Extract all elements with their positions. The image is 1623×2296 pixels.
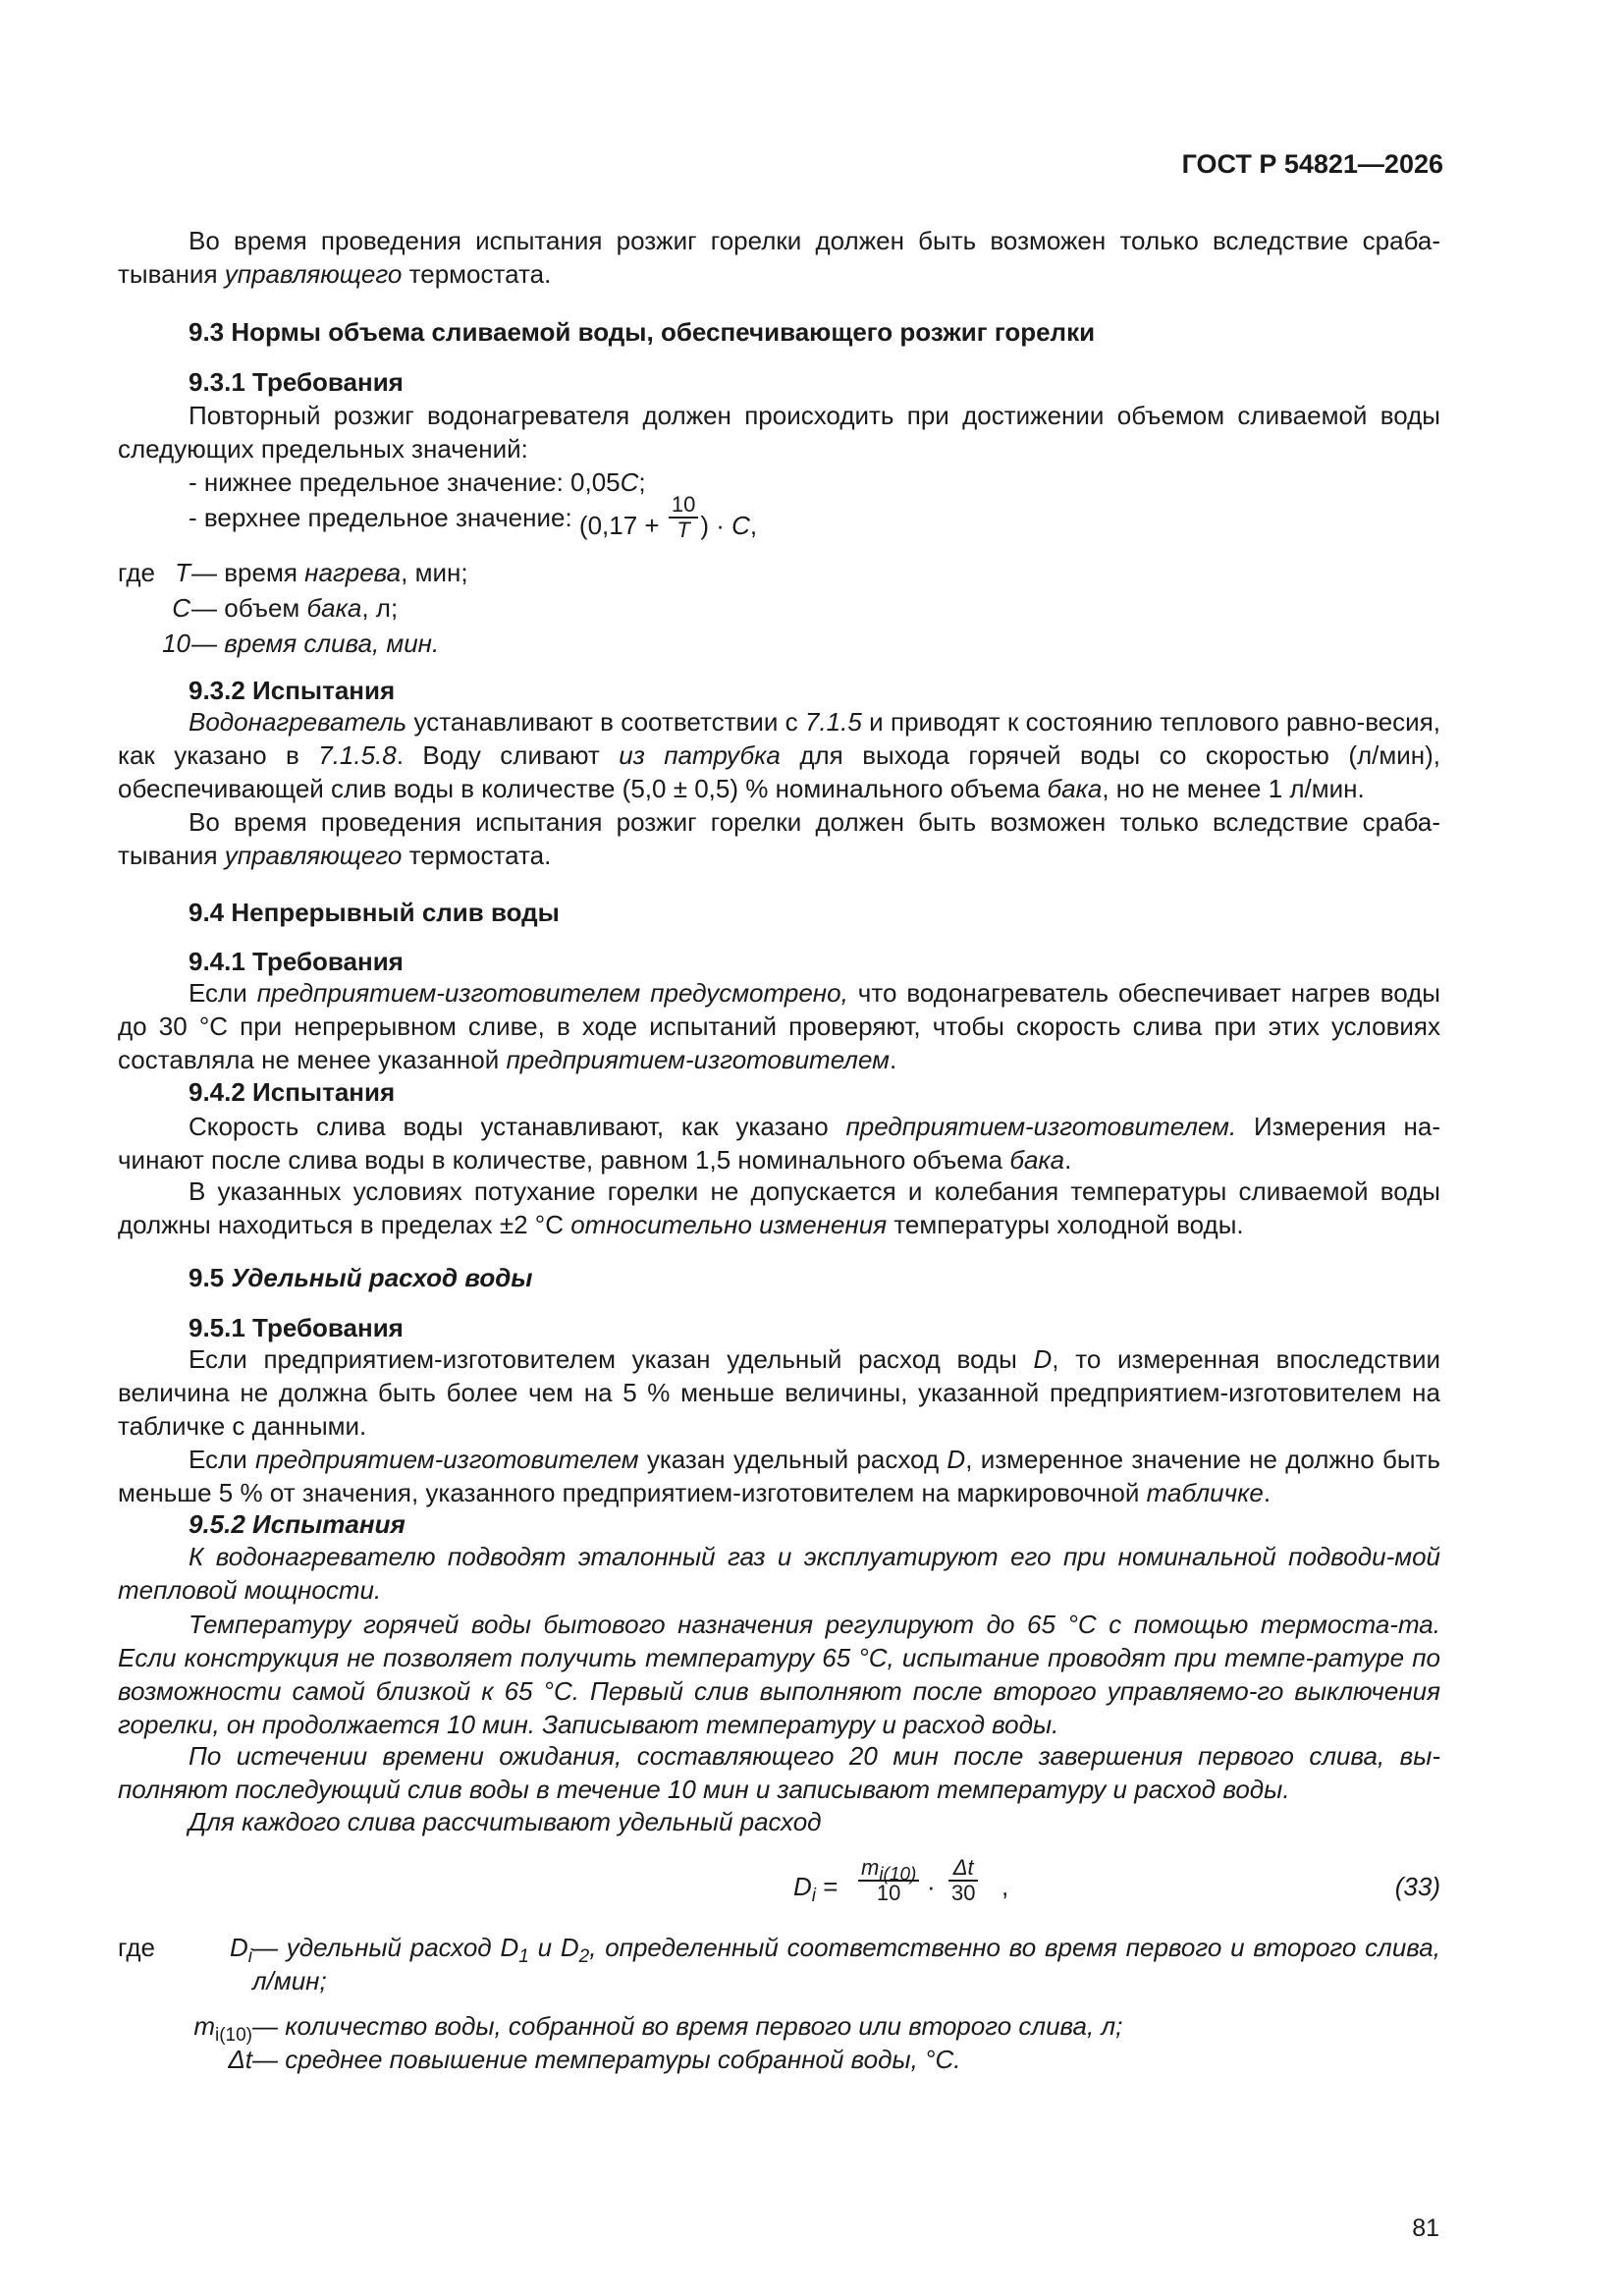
where-word: где: [118, 558, 155, 587]
symbol-T: T: [175, 558, 190, 587]
text-run: Скорость слива воды устанавливают, как указано: [189, 1112, 846, 1141]
text-run: .: [889, 1045, 897, 1074]
variable: D: [793, 1872, 812, 1901]
section-9-5-2-paragraph-2: Температуру горячей воды бытового назначения регулируют до 65 °С с помощью термоста-та. Если конструкция не позволяет получить температуру 65 °С, испытание проводят при темпе-ратуре по возможности самой близкой к 65 °С. Первый слив выполняют после второго управляемо-го выключения горелки, он продолжается 10 мин. Записывают температуру и расход воды.: [118, 1610, 1440, 1739]
text-run: ) ·: [700, 510, 732, 540]
italic-term: предприятием-изготовителем.: [845, 1112, 1237, 1141]
subscript: i(10): [879, 1864, 917, 1886]
text-run: указан удельный расход: [638, 1445, 947, 1474]
text-run: ,: [749, 510, 758, 540]
document-header-code: ГОСТ Р 54821—2026: [1181, 149, 1443, 179]
page-number: 81: [1412, 2214, 1439, 2242]
symbol-10-description: [191, 627, 439, 660]
dash: —: [191, 629, 225, 658]
text-run: Во время проведения испытания розжиг горелки должен быть возможен только вследствие сраба-тывания: [118, 226, 1440, 289]
variable: D: [500, 1933, 519, 1962]
italic-term: бака: [1009, 1145, 1065, 1175]
section-9-5-2-paragraph-1: К водонагревателю подводят эталонный газ и эксплуатируют его при номинальной подводи-мой тепловой мощности.: [118, 1542, 1440, 1605]
italic-term: табличке: [1146, 1478, 1264, 1507]
text-run: для выхода горячей воды со скоростью (л/мин), обеспечивающей слив воды в количестве (5,0 ± 0,5) % номинального объема: [118, 740, 1441, 803]
section-9-5-1-heading: 9.5.1 Требования: [189, 1313, 404, 1342]
formula-33: [118, 1856, 1440, 1915]
symbol-delta-t-description: [252, 2043, 960, 2076]
text-run: Во время проведения испытания розжиг горелки должен быть возможен только вследствие сраба-тывания: [118, 807, 1440, 870]
italic-term: из патрубка: [619, 740, 781, 770]
comma: ,: [1001, 1872, 1009, 1901]
fraction-numerator: Δt: [948, 1856, 978, 1882]
text-run: Если: [189, 1445, 256, 1474]
section-9-5-2-heading: 9.5.2 Испытания: [189, 1509, 406, 1539]
text-run: температуры холодной воды.: [887, 1210, 1244, 1239]
symbol-explanation-list: [118, 556, 1440, 664]
section-9-3-2-paragraph-2: [118, 805, 1440, 872]
subscript: 1: [518, 1946, 529, 1968]
symbol-C-description: [191, 591, 398, 625]
multiplication-dot: ·: [927, 1872, 936, 1901]
italic-term: Водонагреватель: [189, 707, 407, 737]
formula-number: (33): [1394, 1872, 1440, 1901]
fraction-m-over-10: [858, 1856, 919, 1905]
text-run: удельный расход: [286, 1933, 501, 1962]
text-run: , то измеренная впоследствии величина не должна быть более чем на 5 % меньше величины, указанной предприятием-изготовителем на табличке с данными.: [118, 1344, 1440, 1441]
variable: C: [731, 510, 750, 540]
section-9-3-2-heading: 9.3.2 Испытания: [189, 676, 396, 705]
limit-item-upper: [118, 492, 1511, 544]
text-run: , определенный соответственно во время первого и второго слива, л/мин;: [252, 1933, 1440, 1995]
section-9-4-2-heading: 9.4.2 Испытания: [189, 1077, 396, 1107]
where-word: где: [118, 1933, 155, 1962]
text-run: Если предприятием-изготовителем указан удельный расход воды: [189, 1344, 1034, 1374]
symbol-mi10-description: [252, 2009, 1122, 2043]
section-9-3-1-heading: 9.3.1 Требования: [189, 367, 404, 397]
formula-lhs: [793, 1870, 839, 1907]
text-run: , мин;: [401, 558, 468, 587]
text-run: термостата.: [402, 841, 552, 870]
italic-term: относительно изменения: [570, 1210, 888, 1239]
section-number: 9.5: [189, 1263, 232, 1292]
dash: —: [252, 2011, 286, 2041]
section-9-5-1-paragraph-2: [118, 1443, 1440, 1509]
clause-reference: 7.1.5.8: [318, 740, 397, 770]
dash: —: [191, 593, 225, 623]
text-run: .: [1263, 1478, 1271, 1507]
symbol-Di-description: [252, 1931, 1440, 1997]
section-9-5-2-paragraph-3: По истечении времени ожидания, составляющего 20 мин после завершения первого слива, вы-полняют последующий слив воды в течение 10 мин и записывают температуру и расход воды.: [118, 1741, 1440, 1804]
text-run: и приводят к состоянию теплового равно-весия, как указано в: [118, 707, 1441, 770]
variable: m: [861, 1855, 880, 1880]
text-run: что водонагреватель обеспечивает нагрев воды до 30 °С при непрерывном сливе, в ходе испытаний проверяют, чтобы скорость слива при этих условиях составляла не менее указанной: [118, 978, 1440, 1074]
fraction-denominator: T: [676, 518, 690, 542]
section-9-4-heading: 9.4 Непрерывный слив воды: [189, 898, 560, 927]
text-run: среднее повышение температуры собранной воды, °С.: [285, 2045, 961, 2074]
italic-term: бака: [1047, 774, 1103, 803]
section-9-4-1-heading: 9.4.1 Требования: [189, 947, 404, 976]
text-run: В указанных условиях потухание горелки не допускается и колебания температуры сливаемой воды должны находиться в пределах ±2 °С: [118, 1176, 1440, 1239]
section-9-3-1-paragraph: Повторный розжиг водонагревателя должен происходить при достижении объемом сливаемой воды следующих предельных значений:: [118, 401, 1440, 464]
subscript: i(10): [214, 2025, 252, 2047]
text-run: . Воду сливают: [396, 740, 620, 770]
italic-term: время слива, мин.: [224, 629, 440, 658]
text-run: .: [1064, 1145, 1072, 1175]
symbol-T-description: [191, 556, 468, 589]
section-9-5-1-paragraph-1: [118, 1342, 1440, 1443]
symbol-10: 10: [162, 629, 190, 658]
subscript: 2: [578, 1946, 590, 1968]
italic-term: бака: [306, 593, 362, 623]
intro-paragraph: [118, 224, 1440, 291]
text-run: , л;: [361, 593, 399, 623]
section-9-3-heading: 9.3 Нормы объема сливаемой воды, обеспечивающего розжиг горелки: [189, 317, 1096, 347]
italic-term: предприятием-изготовителем предусмотрено,: [256, 978, 848, 1008]
formula-33-symbol-list: [118, 1931, 1440, 2078]
italic-term: управляющего: [224, 841, 403, 870]
fraction-numerator: 10: [669, 493, 698, 519]
fraction-denominator: 10: [876, 1881, 901, 1905]
fraction-denominator: 30: [951, 1881, 976, 1905]
variable: D: [947, 1445, 966, 1474]
fraction-dt-over-30: [948, 1856, 978, 1905]
section-9-5-heading: [118, 1261, 1511, 1294]
text-run: и: [528, 1933, 561, 1962]
dash: —: [252, 1933, 287, 1962]
equals-sign: =: [816, 1872, 839, 1901]
text-run: количество воды, собранной во время первого или второго слива, л;: [285, 2011, 1123, 2041]
text-run: время: [224, 558, 305, 587]
variable: D: [1033, 1344, 1053, 1374]
fraction-numerator: [858, 1855, 919, 1886]
symbol-mi10: [193, 2009, 252, 2047]
subscript: i: [811, 1886, 817, 1907]
italic-term: предприятием-изготовителем: [506, 1045, 890, 1074]
fraction-10-over-T: [669, 493, 698, 542]
text-run: Измерения на-чинают после слива воды в количестве, равном 1,5 номинального объема: [118, 1112, 1441, 1175]
text-run: , но не менее 1 л/мин.: [1102, 774, 1365, 803]
text-run: , измеренное значение не должно быть меньше 5 % от значения, указанного предприятием-изготовителем на маркировочной: [118, 1445, 1440, 1507]
text-run: Если: [189, 978, 257, 1008]
text-run: объем: [224, 593, 307, 623]
text-run: термостата.: [402, 259, 552, 289]
symbol-Di: [229, 1931, 252, 1968]
variable: D: [560, 1933, 579, 1962]
limit-item-lower: [118, 465, 1511, 499]
section-title: Удельный расход воды: [231, 1263, 533, 1292]
text-run: - нижнее предельное значение: 0,05: [189, 467, 621, 497]
section-9-4-1-paragraph: [118, 976, 1440, 1076]
section-9-3-2-paragraph-1: [118, 705, 1440, 805]
italic-term: управляющего: [224, 259, 403, 289]
italic-term: предприятием-изготовителем: [255, 1445, 639, 1474]
symbol-delta-t: Δt: [228, 2045, 252, 2074]
italic-term: нагрева: [304, 558, 402, 587]
text-run: - верхнее предельное значение:: [189, 502, 579, 532]
dash: —: [191, 558, 225, 587]
section-9-4-2-paragraph-2: [118, 1175, 1440, 1241]
text-run: ;: [638, 467, 646, 497]
section-9-4-2-paragraph-1: [118, 1110, 1440, 1176]
variable: C: [620, 467, 639, 497]
clause-reference: 7.1.5: [805, 707, 862, 737]
text-run: устанавливают в соответствии с: [406, 707, 805, 737]
variable: m: [193, 2011, 215, 2041]
section-9-5-2-paragraph-4: Для каждого слива рассчитывают удельный расход: [189, 1807, 822, 1836]
symbol-C: C: [172, 593, 190, 623]
variable: D: [229, 1933, 248, 1962]
subscript: i: [247, 1946, 252, 1968]
dash: —: [252, 2045, 286, 2074]
text-run: (0,17 +: [578, 510, 667, 540]
